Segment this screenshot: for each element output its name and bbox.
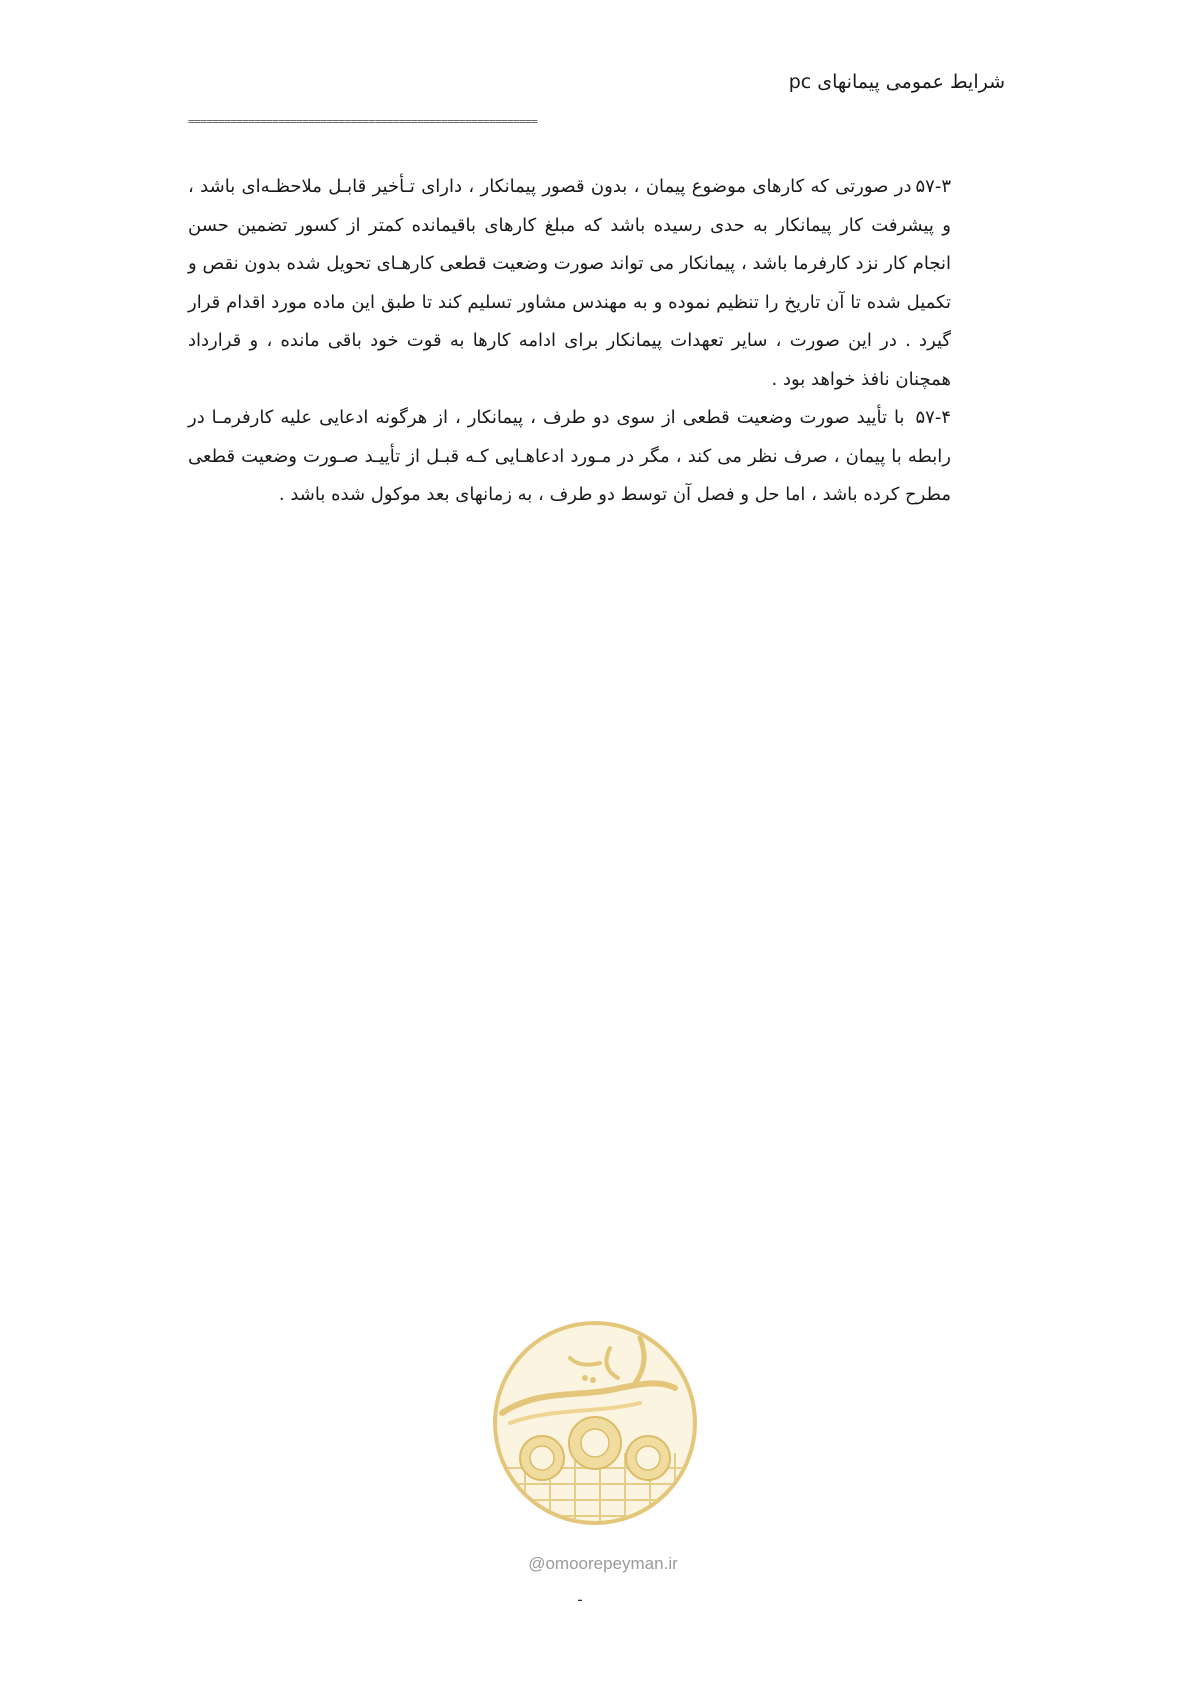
clause-57-3	[188, 168, 951, 399]
clause-number: ۵۷-۳	[915, 176, 951, 197]
clause-text: با تأیید صورت وضعیت قطعی از سوی دو طرف ، پیمانکار ، از هرگونه ادعایی علیه کارفرمـا در رابطه با پیمان ، صرف نظر می کند ، مگر در مـورد ادعاهـایی کـه قبـل از تأییـد صـورت وضعیت قطعی مطرح کرده باشد ، اما حل و فصل آن توسط دو طرف ، به زمانهای بعد موکول شده باشد .	[188, 407, 951, 505]
page-header	[190, 68, 1005, 96]
header-divider: ==========================================================	[188, 118, 538, 126]
clause-text: در صورتی که کارهای موضوع پیمان ، بدون قصور پیمانکار ، دارای تـأخیر قابـل ملاحظـه‌ای باشد ، و پیشرفت کار پیمانکار به حدی رسیده باشد که مبلغ کارهای باقیمانده کمتر از کسور تضمین حسن انجام کار نزد کارفرما باشد ، پیمانکار می تواند صورت وضعیت قطعی کارهـای تحویل شده بدون نقص و تکمیل شده تا آن تاریخ را تنظیم نموده و به مهندس مشاور تسلیم کند تا طبق این ماده مورد اقدام قرار گیرد . در این صورت ، سایر تعهدات پیمانکار برای ادامه کارها به قوت خود باقی مانده ، و قرارداد همچنان نافذ خواهد بود .	[188, 176, 951, 390]
document-body	[188, 168, 951, 515]
logo-emblem-icon	[490, 1318, 700, 1528]
watermark-url: @omoorepeyman.ir	[528, 1554, 678, 1573]
document-title: شرایط عمومی پیمانهای pc	[788, 71, 1005, 93]
watermark-logo	[490, 1318, 700, 1528]
clause-number: ۵۷-۴	[915, 407, 951, 428]
page-number: -	[577, 1590, 583, 1609]
clause-57-4	[188, 399, 951, 515]
